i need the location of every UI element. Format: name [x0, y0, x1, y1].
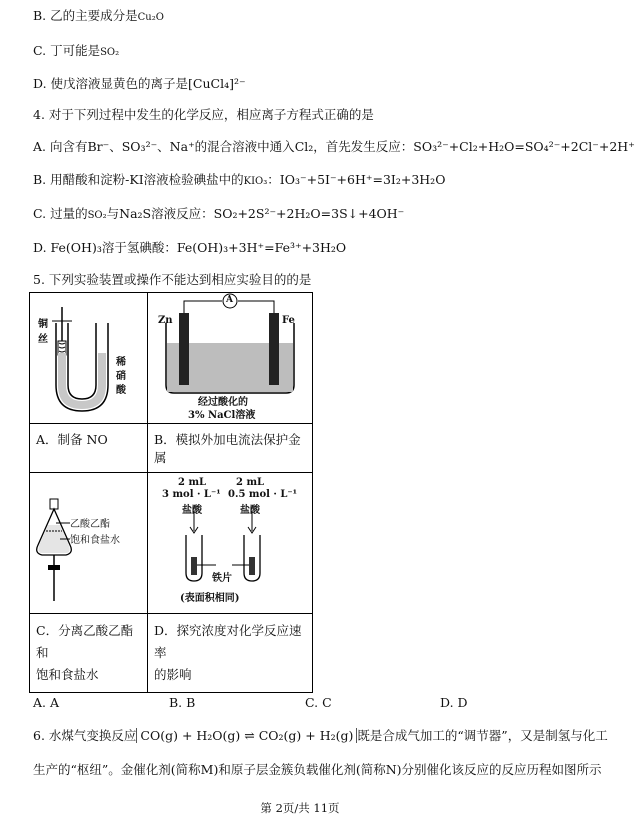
q4d-a: Fe(OH)₃: [50, 240, 102, 255]
label-volume-2: 2 mL: [236, 477, 265, 488]
label-copper: 铜: [38, 319, 48, 330]
cell-b-caption: B．模拟外加电流法保护金属: [148, 424, 313, 473]
q4a-suffix: ，首先发生反应：: [313, 139, 414, 154]
q6-line2: 生产的“枢纽”。金催化剂(简称M)和原子层金簇负载催化剂(简称N)分别催化该反应的反应历程如图所示: [33, 762, 602, 777]
q5-experiment-table: [29, 292, 313, 693]
q5-choice-d[interactable]: D. D: [440, 695, 468, 710]
cell-c-caption: [30, 614, 148, 693]
q4-option-b: [33, 172, 445, 190]
q3-option-d-formula: [CuCl₄]²⁻: [188, 76, 246, 91]
q6-suffix: 既是合成气加工的“调节器”，又是制氢与化工: [357, 728, 608, 743]
q4a-equation: SO₃²⁻+Cl₂+H₂O=SO₄²⁻+2Cl⁻+2H⁺: [413, 139, 635, 154]
q5-choice-c[interactable]: C. C: [305, 695, 332, 710]
q4c-a: SO₂: [87, 210, 107, 221]
cell-d-caption-line2: 的影响: [154, 667, 192, 682]
label-zn: Zn: [158, 315, 173, 326]
q4b-suffix: ：: [267, 172, 280, 187]
label-ester: 乙酸乙酯: [70, 519, 110, 530]
label-acid-2: 盐酸: [240, 505, 260, 516]
label-dilute: 稀: [116, 357, 126, 368]
q3-option-d: [33, 76, 246, 92]
label-acid: 酸: [116, 385, 126, 396]
q3-option-b-prefix: B. 乙的主要成分是: [33, 8, 138, 23]
q4d-prefix: D.: [33, 240, 47, 255]
cell-a-caption: A．制备 NO: [30, 424, 148, 473]
q4a-ions: Br⁻、SO₃²⁻、Na⁺: [87, 139, 195, 154]
q3-option-b: [33, 8, 164, 26]
q4a-gas: Cl₂: [294, 139, 314, 154]
q4c-prefix: C. 过量的: [33, 206, 88, 221]
cell-a-figure: [30, 293, 148, 424]
q5-choice-a[interactable]: A. A: [33, 695, 60, 710]
label-solution-2: 3% NaCl溶液: [188, 410, 256, 421]
q4d-equation: Fe(OH)₃+3H⁺=Fe³⁺+3H₂O: [176, 240, 347, 255]
q4-option-d: [33, 240, 346, 256]
label-concentration-2: 0.5 mol · L⁻¹: [228, 489, 298, 500]
copper-wire-u-tube-diagram: [30, 293, 147, 423]
q6-equation: CO(g) + H₂O(g) ⇌ CO₂(g) + H₂(g): [136, 728, 357, 743]
q5-stem: 5. 下列实验装置或操作不能达到相应实验目的的是: [33, 272, 312, 287]
q4a-prefix: A. 向含有: [33, 139, 88, 154]
q4d-suffix: 溶于氢碘酸：: [101, 240, 177, 255]
q3-option-b-formula: Cu₂O: [137, 12, 164, 23]
label-concentration-1: 3 mol · L⁻¹: [162, 489, 221, 500]
q4a-mid: 的混合溶液中通入: [194, 139, 295, 154]
q4c-mid: 与: [106, 206, 120, 221]
cell-c-caption-line2: 饱和食盐水: [36, 667, 99, 682]
cell-c-caption-line1: C．分离乙酸乙酯和: [36, 623, 134, 660]
q6-prefix: 6. 水煤气变换反应: [33, 728, 137, 743]
q4b-salt: KIO₃: [243, 176, 268, 187]
q4-option-c: [33, 206, 404, 224]
q3-option-c-prefix: C. 丁可能是: [33, 43, 101, 58]
label-wire: 丝: [38, 334, 48, 345]
label-same-area: (表面积相同): [180, 593, 240, 604]
q4c-suffix: 溶液反应：: [151, 206, 214, 221]
q5-choice-b[interactable]: B. B: [169, 695, 196, 710]
q3-option-c-formula: SO₂: [100, 47, 120, 58]
label-nitric: 硝: [116, 371, 126, 382]
label-volume-1: 2 mL: [178, 477, 207, 488]
page-footer: 第 2页/共 11页: [260, 801, 340, 815]
label-fe: Fe: [282, 315, 295, 326]
cell-b-figure: [148, 293, 313, 424]
q4b-equation: IO₃⁻+5I⁻+6H⁺=3I₂+3H₂O: [279, 172, 446, 187]
label-brine: 饱和食盐水: [70, 535, 120, 546]
cell-d-caption-line1: D．探究浓度对化学反应速率: [154, 623, 302, 660]
q3-option-d-prefix: D. 使戊溶液显黄色的离子是: [33, 76, 189, 91]
q4-option-a: [33, 139, 635, 155]
label-solution-1: 经过酸化的: [198, 397, 248, 408]
q4c-equation: SO₂+2S²⁻+2H₂O=3S↓+4OH⁻: [213, 206, 405, 221]
label-acid-1: 盐酸: [182, 505, 202, 516]
q4b-prefix: B. 用醋酸和淀粉-KI溶液检验碘盐中的: [33, 172, 244, 187]
q3-option-c: [33, 43, 119, 61]
label-ammeter: A: [226, 295, 233, 305]
q4-stem: 4. 对于下列过程中发生的化学反应，相应离子方程式正确的是: [33, 107, 374, 122]
cell-d-figure: [148, 473, 313, 614]
cell-c-figure: [30, 473, 148, 614]
label-iron-sheet: 铁片: [212, 573, 232, 584]
q6-line1: [33, 728, 608, 744]
q4c-b: Na₂S: [119, 206, 152, 221]
cell-d-caption: [148, 614, 313, 693]
